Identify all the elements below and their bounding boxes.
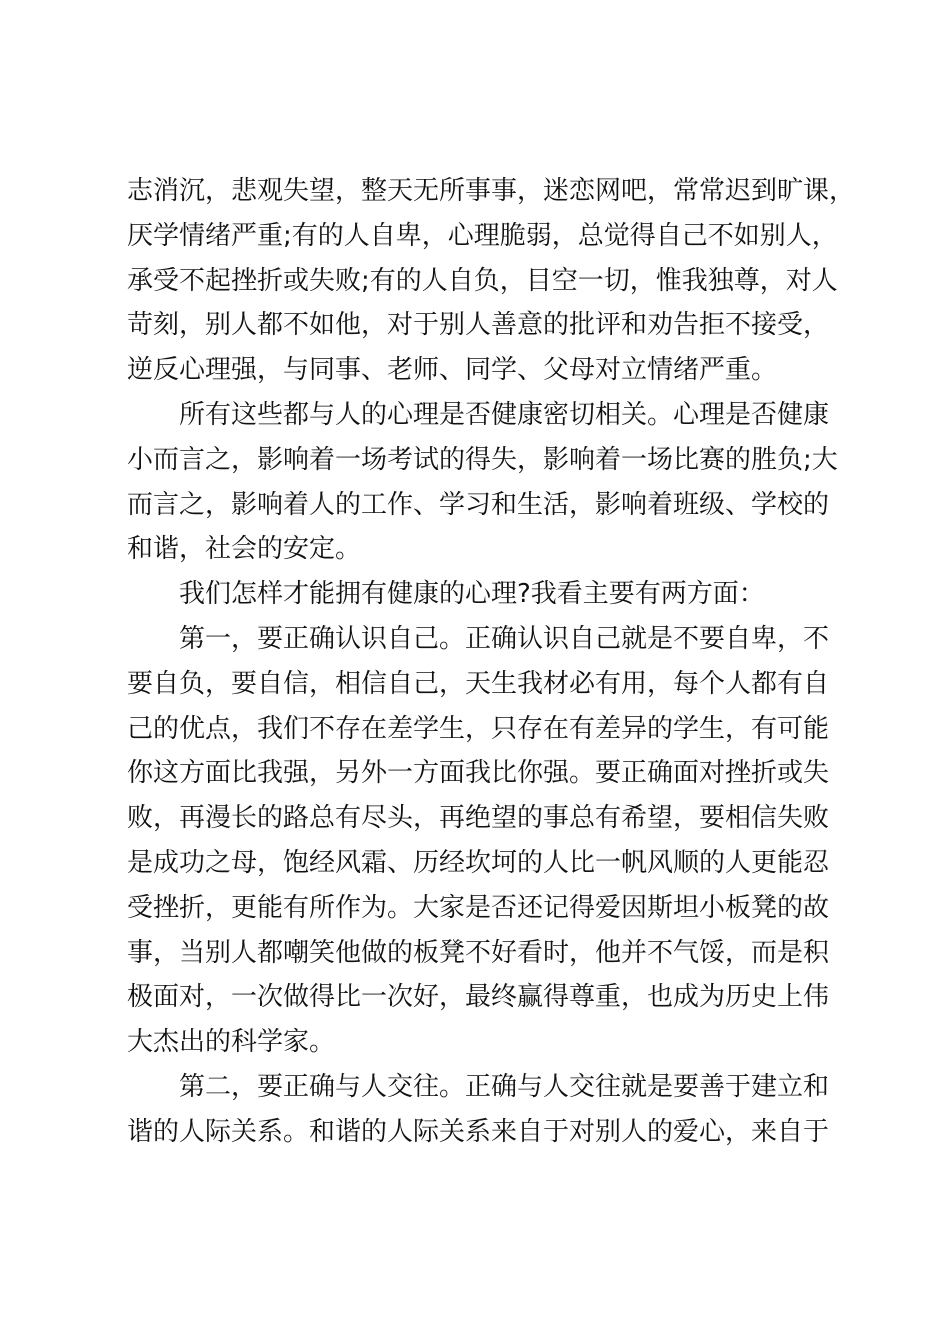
text-line: 极面对，一次做得比一次好，最终赢得尊重，也成为历史上伟 [127, 982, 830, 1013]
text-line: 厌学情绪严重;有的人自卑，心理脆弱，总觉得自己不如别人， [127, 220, 838, 251]
paragraph-start-line: 第一，要正确认识自己。正确认识自己就是不要自卑，不 [179, 623, 830, 654]
text-line: 而言之，影响着人的工作、学习和生活，影响着班级、学校的 [127, 489, 830, 520]
text-line: 是成功之母，饱经风霜、历经坎坷的人比一帆风顺的人更能忍 [127, 847, 830, 878]
text-line: 逆反心理强，与同事、老师、同学、父母对立情绪严重。 [127, 355, 778, 386]
text-line: 苛刻，别人都不如他，对于别人善意的批评和劝告拒不接受， [127, 310, 830, 341]
text-line: 要自负，要自信，相信自己，天生我材必有用，每个人都有自 [127, 668, 830, 699]
text-line: 事，当别人都嘲笑他做的板凳不好看时，他并不气馁，而是积 [127, 937, 830, 968]
text-line: 和谐，社会的安定。 [127, 534, 362, 565]
text-line: 志消沉，悲观失望，整天无所事事，迷恋网吧，常常迟到旷课， [127, 176, 856, 206]
text-line: 小而言之，影响着一场考试的得失，影响着一场比赛的胜负;大 [127, 444, 838, 475]
text-line: 己的优点，我们不存在差学生，只存在有差异的学生，有可能 [127, 713, 830, 744]
paragraph-start-line: 所有这些都与人的心理是否健康密切相关。心理是否健康 [179, 399, 830, 430]
text-line: 承受不起挫折或失败;有的人自负，目空一切，惟我独尊，对人 [127, 265, 838, 296]
text-line: 败，再漫长的路总有尽头，再绝望的事总有希望，要相信失败 [127, 803, 830, 834]
paragraph-start-line: 我们怎样才能拥有健康的心理?我看主要有两方面： [179, 579, 765, 610]
paragraph-start-line: 第二，要正确与人交往。正确与人交往就是要善于建立和 [179, 1071, 830, 1102]
text-line: 受挫折，更能有所作为。大家是否还记得爱因斯坦小板凳的故 [127, 892, 830, 923]
text-line: 谐的人际关系。和谐的人际关系来自于对别人的爱心，来自于 [127, 1116, 830, 1147]
text-line: 你这方面比我强，另外一方面我比你强。要正确面对挫折或失 [127, 758, 830, 789]
body-text [127, 169, 857, 1155]
text-line: 大杰出的科学家。 [127, 1027, 336, 1058]
